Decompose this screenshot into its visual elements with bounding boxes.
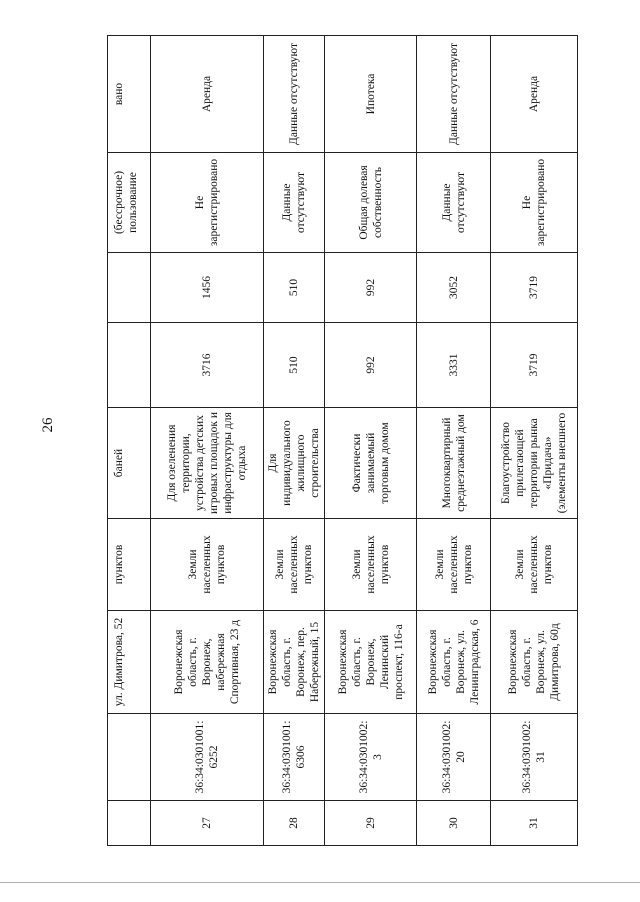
cell-num: 31 (491, 801, 578, 846)
cell-num: 30 (417, 801, 491, 846)
table-row (491, 36, 578, 846)
cell-address: Воронежская область, г. Воронеж, пер. Набережный, 15 (264, 611, 325, 714)
table-row (325, 36, 417, 846)
cell-address: Воронежская область, г. Воронеж, набережная Спортивная, 23 д (151, 611, 264, 714)
cell-area-declared: 510 (264, 323, 325, 408)
table-row (417, 36, 491, 846)
cell-num: 29 (325, 801, 417, 846)
cell-category: Земли населенных пунктов (151, 519, 264, 611)
cell-rights: Данные отсутствуют (417, 153, 491, 253)
cell-encumbrance: Данные отсутствуют (264, 36, 325, 153)
cell-use: Фактически занимаемый торговым домом (325, 408, 417, 519)
cell-area-declared: 3719 (491, 323, 578, 408)
cell-rights: Не зарегистрировано (151, 153, 264, 253)
cell-area-specified: 3719 (491, 253, 578, 323)
cell-address: Воронежская область, г. Воронеж, ул. Ленинградская, 6 (417, 611, 491, 714)
cell-encumbrance: Аренда (491, 36, 578, 153)
header-category: пунктов (108, 519, 151, 611)
cell-cadastral: 36:34:0301002:31 (491, 714, 578, 801)
page-number: 26 (40, 417, 56, 433)
cell-use: Для озеленения территории, устройства детских игровых площадок и инфраструктуры для отдыха (151, 408, 264, 519)
table-header-row (108, 36, 151, 846)
table-row (151, 36, 264, 846)
cell-category: Земли населенных пунктов (264, 519, 325, 611)
cell-use: Благоустройство прилегающей территории рынка «Придача» (элементы внешнего (491, 408, 578, 519)
cell-cadastral: 36:34:0301002:20 (417, 714, 491, 801)
cell-address: Воронежская область, г. Воронеж, ул. Димитрова, 60д (491, 611, 578, 714)
header-area-declared (108, 323, 151, 408)
cell-area-declared: 3331 (417, 323, 491, 408)
scan-edge-line (0, 882, 640, 883)
header-num (108, 801, 151, 846)
rotated-table-wrapper (107, 36, 569, 846)
cell-category: Земли населенных пунктов (417, 519, 491, 611)
cell-area-specified: 992 (325, 253, 417, 323)
cell-cadastral: 36:34:0301001:6252 (151, 714, 264, 801)
land-plots-table (107, 35, 578, 846)
cell-area-specified: 3052 (417, 253, 491, 323)
cell-area-declared: 3716 (151, 323, 264, 408)
cell-area-specified: 1456 (151, 253, 264, 323)
cell-num: 28 (264, 801, 325, 846)
cell-area-declared: 992 (325, 323, 417, 408)
cell-use: Многоквартирный среднеэтажный дом (417, 408, 491, 519)
header-address: ул. Димитрова, 52 (108, 611, 151, 714)
header-encumbrance: вано (108, 36, 151, 153)
cell-cadastral: 36:34:0301002:3 (325, 714, 417, 801)
header-use: баней (108, 408, 151, 519)
cell-category: Земли населенных пунктов (325, 519, 417, 611)
cell-rights: Данные отсутствуют (264, 153, 325, 253)
cell-encumbrance: Ипотека (325, 36, 417, 153)
table-row (264, 36, 325, 846)
cell-rights: Не зарегистрировано (491, 153, 578, 253)
header-cadastral (108, 714, 151, 801)
cell-encumbrance: Аренда (151, 36, 264, 153)
header-rights: (бессрочное) пользование (108, 153, 151, 253)
cell-use: Для индивидуального жилищного строительства (264, 408, 325, 519)
cell-category: Земли населенных пунктов (491, 519, 578, 611)
cell-num: 27 (151, 801, 264, 846)
header-area-specified (108, 253, 151, 323)
cell-rights: Общая долевая собственность (325, 153, 417, 253)
cell-cadastral: 36:34:0301001:6306 (264, 714, 325, 801)
cell-encumbrance: Данные отсутствуют (417, 36, 491, 153)
cell-address: Воронежская область, г. Воронеж, Ленинский проспект, 116-а (325, 611, 417, 714)
cell-area-specified: 510 (264, 253, 325, 323)
